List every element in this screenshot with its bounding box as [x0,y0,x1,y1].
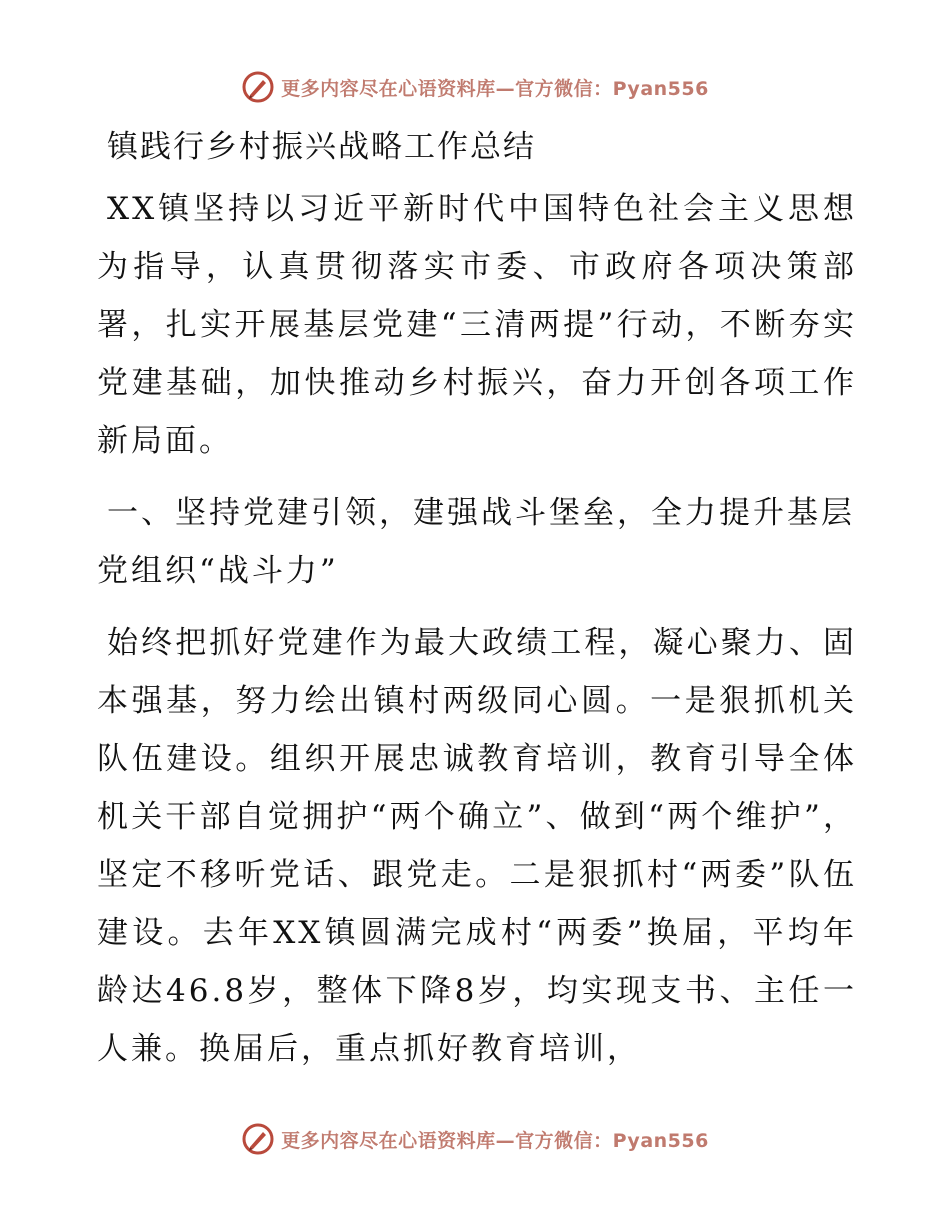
intro-paragraph: XX镇坚持以习近平新时代中国特色社会主义思想为指导，认真贯彻落实市委、市政府各项决策部署，扎实开展基层党建“三清两提”行动，不断夯实党建基础，加快推动乡村振兴，奋力开创各项工作新局面。 [97,191,857,459]
pen-circle-logo-icon [241,1122,275,1156]
pen-circle-logo-icon [241,70,275,104]
section-1-paragraph: 始终把抓好党建作为最大政绩工程，凝心聚力、固本强基，努力绘出镇村两级同心圆。一是狠抓机关队伍建设。组织开展忠诚教育培训，教育引导全体机关干部自觉拥护“两个确立”、做到“两个维护”，坚定不移听党话、跟党走。二是狠抓村“两委”队伍建设。去年XX镇圆满完成村“两委”换届，平均年龄达46.8岁，整体下降8岁，均实现支书、主任一人兼。换届后，重点抓好教育培训， [97,625,857,1067]
document-body [97,122,857,1092]
document-title: 镇践行乡村振兴战略工作总结 [107,129,536,165]
section-1-heading: 一、坚持党建引领，建强战斗堡垒，全力提升基层党组织“战斗力” [97,495,855,589]
footer-watermark [0,1122,950,1156]
watermark-text: 更多内容尽在心语资料库—官方微信：Pyan556 [281,77,709,100]
header-watermark [0,70,950,104]
watermark-text: 更多内容尽在心语资料库—官方微信：Pyan556 [281,1129,709,1152]
